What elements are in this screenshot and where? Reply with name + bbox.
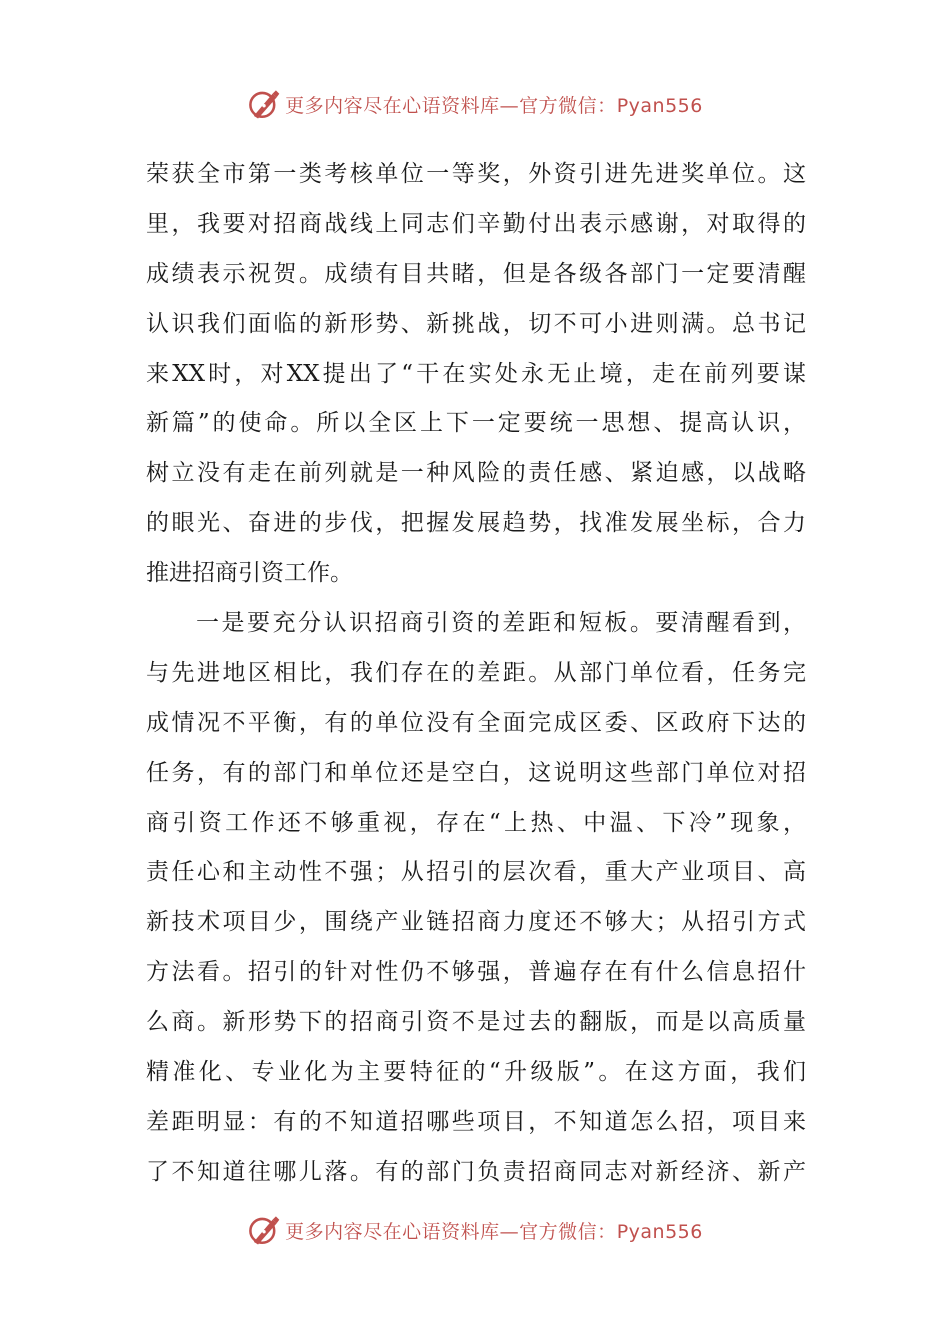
banner-dash: —	[499, 1220, 520, 1243]
pen-nib-circle-icon	[247, 87, 281, 121]
text-line: 新篇”的使命。所以全区上下一定要统一思想、提高认识，	[146, 410, 806, 437]
banner-wechat-id: Pyan556	[616, 94, 703, 117]
banner-text	[285, 1217, 703, 1244]
banner-text	[285, 91, 703, 118]
document-body	[146, 150, 806, 1198]
text-line: 任务，有的部门和单位还是空白，这说明这些部门单位对招	[146, 759, 806, 786]
banner-wechat-id: Pyan556	[616, 1220, 703, 1243]
header-banner	[0, 84, 950, 124]
text-line: 荣获全市第一类考核单位一等奖，外资引进先进奖单位。这	[146, 161, 806, 187]
banner-wechat-label: 官方微信：	[519, 94, 617, 117]
text-line: 么商。新形势下的招商引资不是过去的翻版，而是以高质量	[146, 1009, 806, 1036]
text-line: 推进招商引资工作。	[146, 560, 353, 587]
text-line: 成情况不平衡，有的单位没有全面完成区委、区政府下达的	[146, 709, 806, 736]
text-line: 来XX时，对XX提出了“干在实处永无止境，走在前列要谋	[146, 360, 806, 387]
text-line: 了不知道往哪儿落。有的部门负责招商同志对新经济、新产	[146, 1158, 806, 1185]
text-line: 责任心和主动性不强；从招引的层次看，重大产业项目、高	[146, 859, 806, 886]
banner-wechat-label: 官方微信：	[519, 1220, 617, 1243]
text-line: 方法看。招引的针对性仍不够强，普遍存在有什么信息招什	[146, 959, 806, 986]
text-line: 树立没有走在前列就是一种风险的责任感、紧迫感，以战略	[146, 460, 806, 487]
pen-nib-circle-icon	[247, 1213, 281, 1247]
text-line: 里，我要对招商战线上同志们辛勤付出表示感谢，对取得的	[146, 210, 806, 237]
text-line: 商引资工作还不够重视，存在“上热、中温、下冷”现象，	[146, 809, 806, 836]
banner-dash: —	[499, 94, 520, 117]
text-line: 成绩表示祝贺。成绩有目共睹，但是各级各部门一定要清醒	[146, 260, 806, 287]
text-line: 认识我们面临的新形势、新挑战，切不可小进则满。总书记	[146, 310, 806, 337]
text-line: 差距明显：有的不知道招哪些项目，不知道怎么招，项目来	[146, 1108, 806, 1135]
text-line: 与先进地区相比，我们存在的差距。从部门单位看，任务完	[146, 659, 806, 686]
banner-main-text: 更多内容尽在心语资料库	[285, 1220, 500, 1243]
banner-main-text: 更多内容尽在心语资料库	[285, 94, 500, 117]
text-line: 的眼光、奋进的步伐，把握发展趋势，找准发展坐标，合力	[146, 510, 806, 537]
text-line: 新技术项目少，围绕产业链招商力度还不够大；从招引方式	[146, 909, 806, 936]
text-line: 精准化、专业化为主要特征的“升级版”。在这方面，我们	[146, 1059, 806, 1086]
footer-banner	[0, 1210, 950, 1250]
text-line: 一是要充分认识招商引资的差距和短板。要清醒看到，	[196, 610, 806, 637]
